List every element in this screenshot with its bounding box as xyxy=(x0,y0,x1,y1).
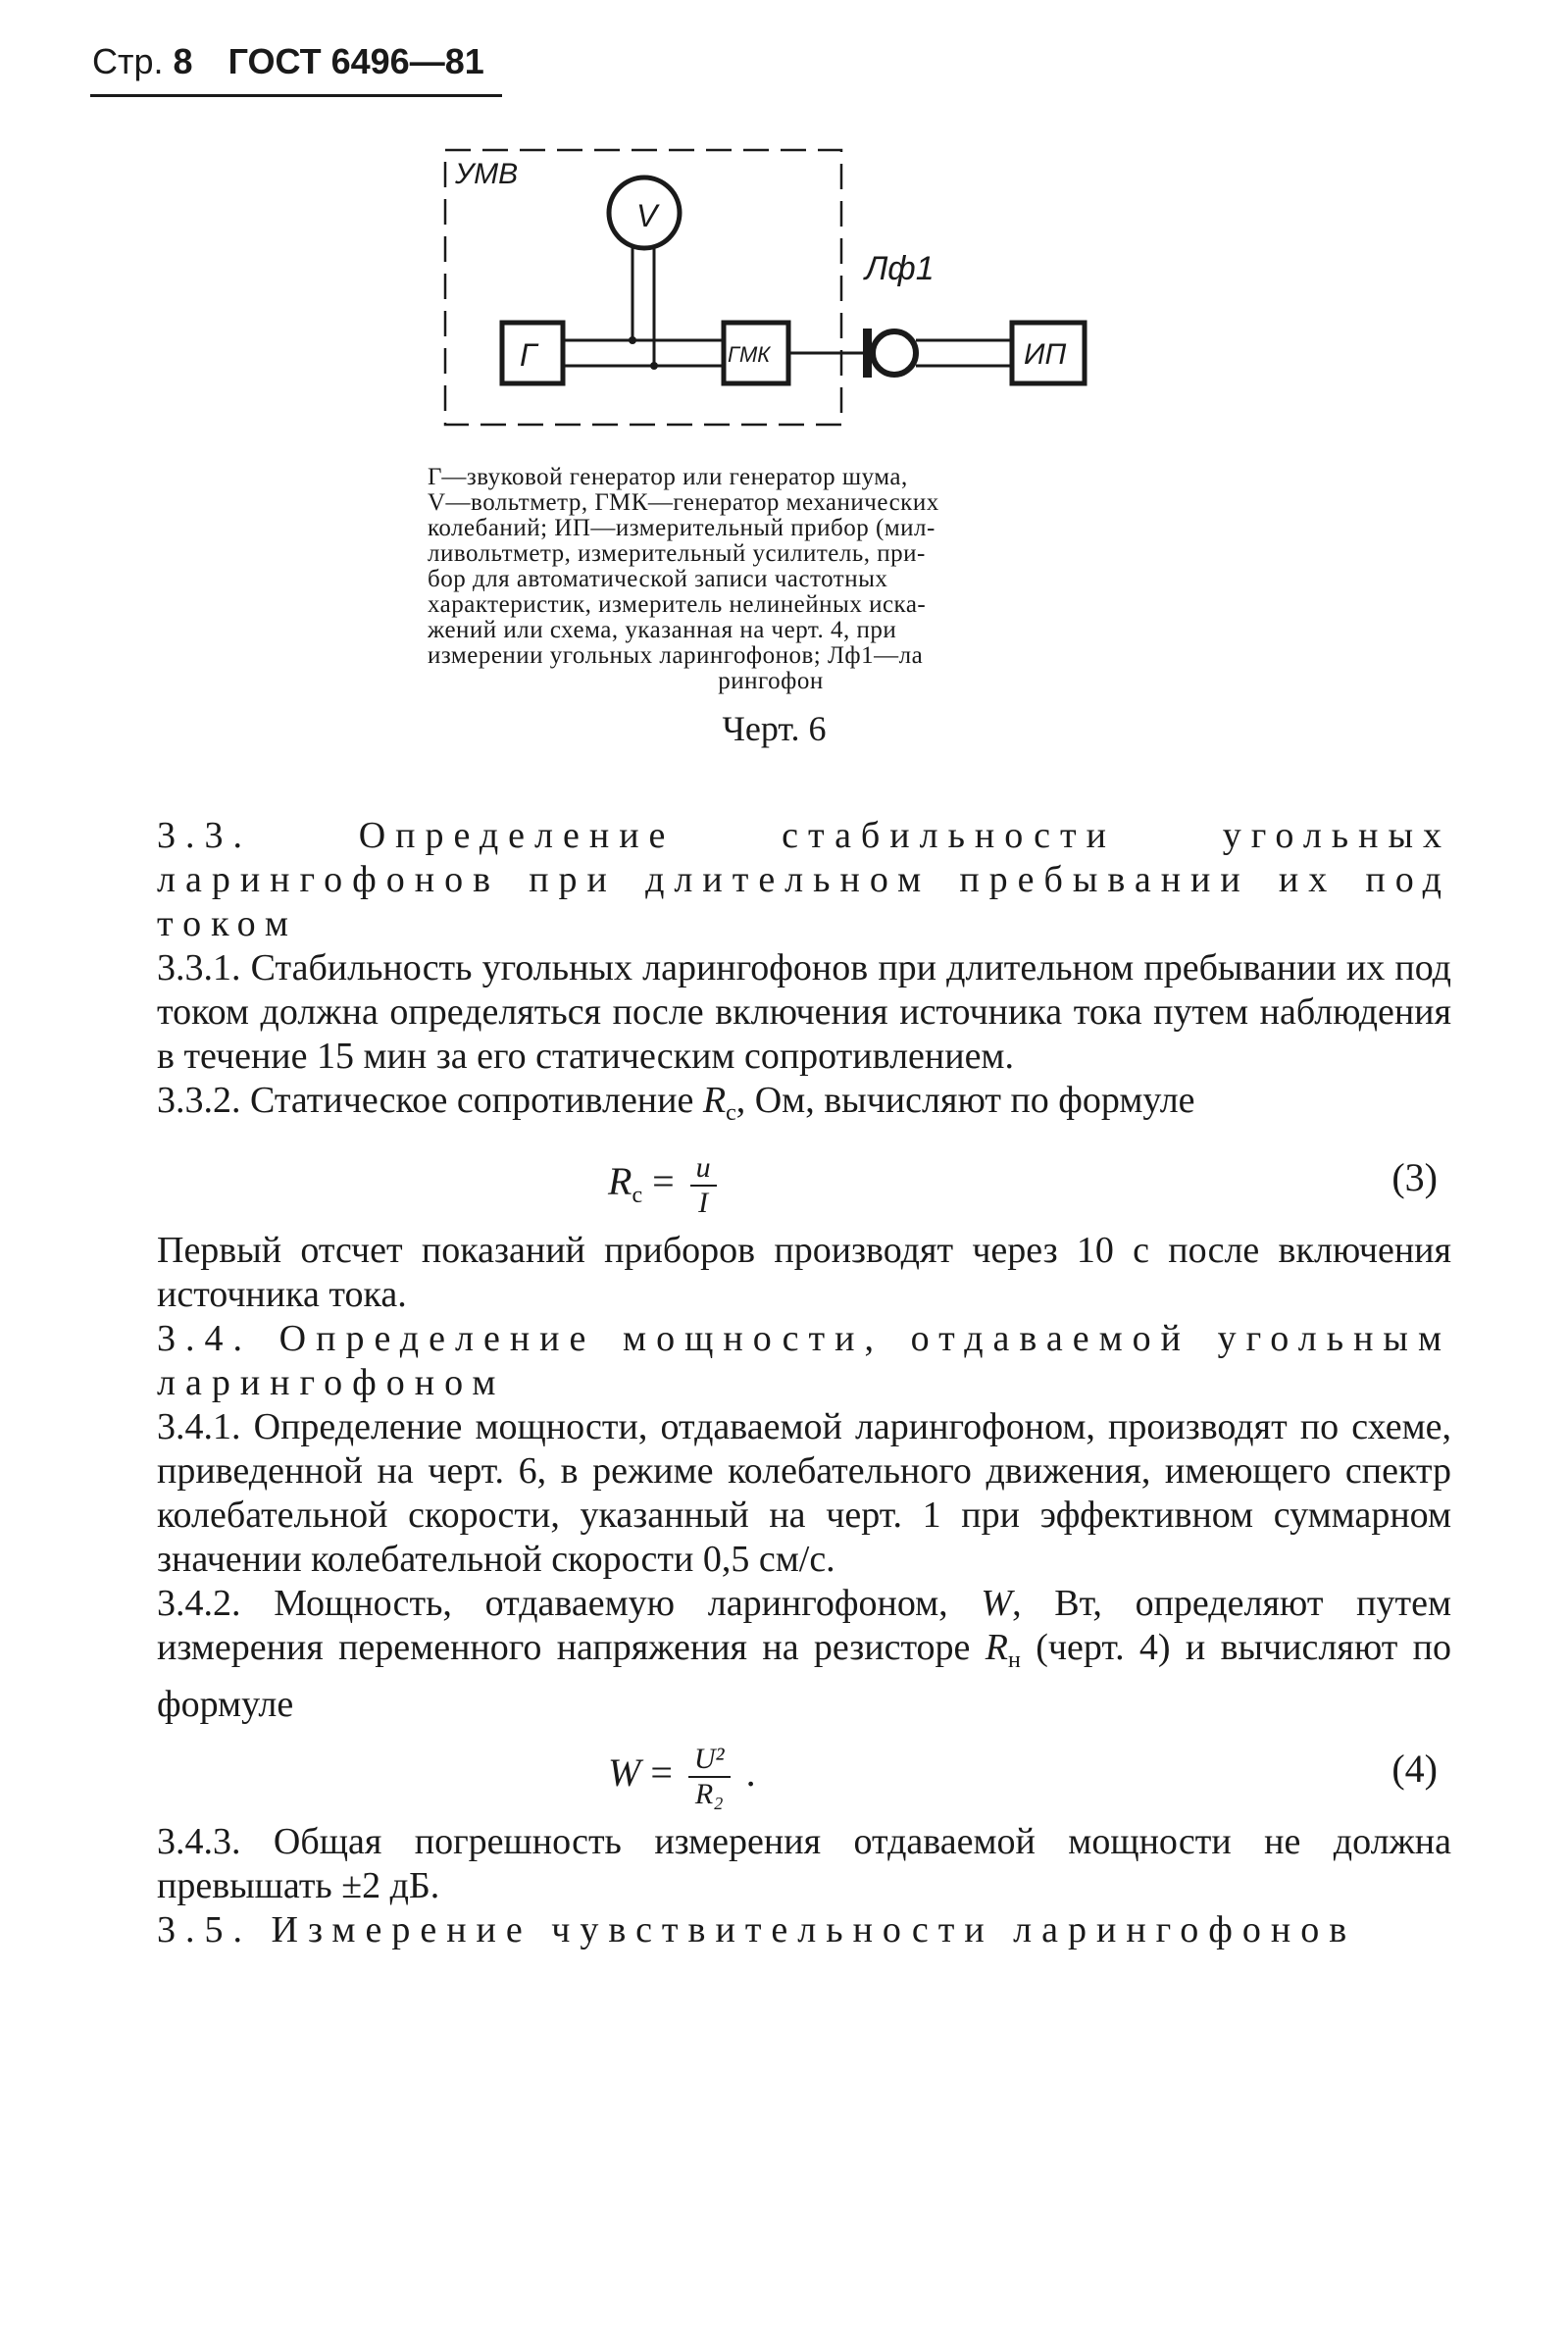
section-3-4-1: 3.4.1. Определение мощности, отдаваемой ларингофоном, производят по схеме, приведенной на черт. 6, в режиме колебательного движения, имеющего спектр колебательной скорости, указанный на черт. 1 при эффективном суммарном значении колебательной скорости 0,5 см/с. xyxy=(157,1406,1451,1580)
header-rule xyxy=(90,94,502,97)
formula-3-number: (3) xyxy=(1391,1155,1438,1199)
formula-3-denominator: I xyxy=(698,1187,709,1219)
section-3-5-heading: 3.5. Измерение чувствительности ларингофонов xyxy=(157,1909,1357,1950)
rc-symbol: R xyxy=(702,1080,727,1121)
s342-text-after: (черт. 4) и вычисляют по формуле xyxy=(157,1627,1452,1725)
s342-text-before: 3.4.2. Мощность, отдаваемую ларингофоном, xyxy=(157,1583,948,1624)
page-prefix: Стр. xyxy=(92,41,164,81)
formula-4 xyxy=(157,1727,1451,1820)
page-number: 8 xyxy=(173,41,193,81)
formula-3-fraction xyxy=(690,1151,717,1220)
caption-line: рингофон xyxy=(718,668,824,694)
caption-line: V—вольтметр, ГМК—генератор механических xyxy=(428,489,939,516)
standard-number: ГОСТ 6496—81 xyxy=(228,41,484,81)
meter-label: ИП xyxy=(1024,338,1067,371)
gmk-label: ГМК xyxy=(728,342,771,367)
caption-line: бор для автоматической записи частотных xyxy=(428,566,888,592)
circuit-diagram xyxy=(412,132,1118,446)
section-3-3-1: 3.3.1. Стабильность угольных ларингофонов при длительном пребывании их под током должна определяться после включения источника тока путем наблюдения в течение 15 мин за его статическим сопротивлением. xyxy=(157,947,1451,1077)
caption-line: ливольтметр, измерительный усилитель, при- xyxy=(428,540,926,567)
caption-line: характеристик, измеритель нелинейных иска- xyxy=(428,591,927,618)
figure-label xyxy=(0,708,1568,749)
figure-label-text: Черт. 6 xyxy=(722,709,827,748)
section-3-3-heading: 3.3. Определение стабильности угольных ларингофонов при длительном пребывании их под током xyxy=(157,815,1451,944)
voltmeter-label: V xyxy=(636,198,658,233)
w-symbol: W xyxy=(981,1583,1013,1624)
umv-label: УМВ xyxy=(455,158,519,190)
formula-4-denominator: R₂ xyxy=(694,1778,724,1810)
formula-4-fraction xyxy=(688,1743,731,1811)
page-header xyxy=(92,41,484,82)
caption-line: Г—звуковой генератор или генератор шума, xyxy=(428,464,908,490)
caption-line: измерении угольных ларингофонов; Лф1—ла xyxy=(428,642,924,669)
rc-subscript: с xyxy=(726,1100,736,1126)
rn-subscript: н xyxy=(1008,1647,1021,1673)
formula-4-number: (4) xyxy=(1391,1747,1438,1791)
section-3-4-2 xyxy=(157,1582,1451,1727)
formula-3-lhs: R xyxy=(608,1159,632,1204)
formula-3-numerator: u xyxy=(690,1151,717,1187)
first-reading-paragraph: Первый отсчет показаний приборов производят через 10 с после включения источника тока. xyxy=(157,1230,1451,1315)
laryngophone-capsule xyxy=(873,331,916,375)
figure-caption xyxy=(428,465,1114,694)
formula-3-lhs-sub: с xyxy=(632,1183,643,1209)
section-3-4-heading: 3.4. Определение мощности, отдаваемой угольным ларингофоном xyxy=(157,1318,1451,1403)
formula-4-numerator: U² xyxy=(688,1743,731,1778)
generator-label: Г xyxy=(520,337,537,373)
circuit-svg xyxy=(412,132,1118,446)
formula-4-expression: W = $\frac{\text{U²}}{\text{R₂}}$ . xyxy=(608,1743,756,1810)
s332-text-before: 3.3.2. Статическое сопротивление xyxy=(157,1080,694,1121)
formula-4-lhs: W xyxy=(608,1750,641,1796)
formula-3 xyxy=(157,1136,1451,1229)
s332-text-after: Ом, вычисляют по формуле xyxy=(754,1080,1195,1121)
document-body xyxy=(157,814,1451,1952)
laryngophone-label: Лф1 xyxy=(865,250,935,287)
section-3-4-3: 3.4.3. Общая погрешность измерения отдаваемой мощности не должна превышать ±2 дБ. xyxy=(157,1821,1451,1906)
s342-text-mid: , Вт, определяют путем измерения переменного напряжения на резисторе xyxy=(157,1583,1451,1668)
rn-symbol: R xyxy=(985,1627,1008,1668)
section-3-3-2: 3.3.2. Статическое сопротивление $R_с$, Ом, вычисляют по формуле xyxy=(157,1080,1195,1126)
caption-line: колебаний; ИП—измерительный прибор (мил- xyxy=(428,515,936,541)
caption-line: жений или схема, указанная на черт. 4, при xyxy=(428,617,897,643)
formula-3-expression: $R_с$ = $\frac{u}{I}$ xyxy=(608,1151,723,1220)
